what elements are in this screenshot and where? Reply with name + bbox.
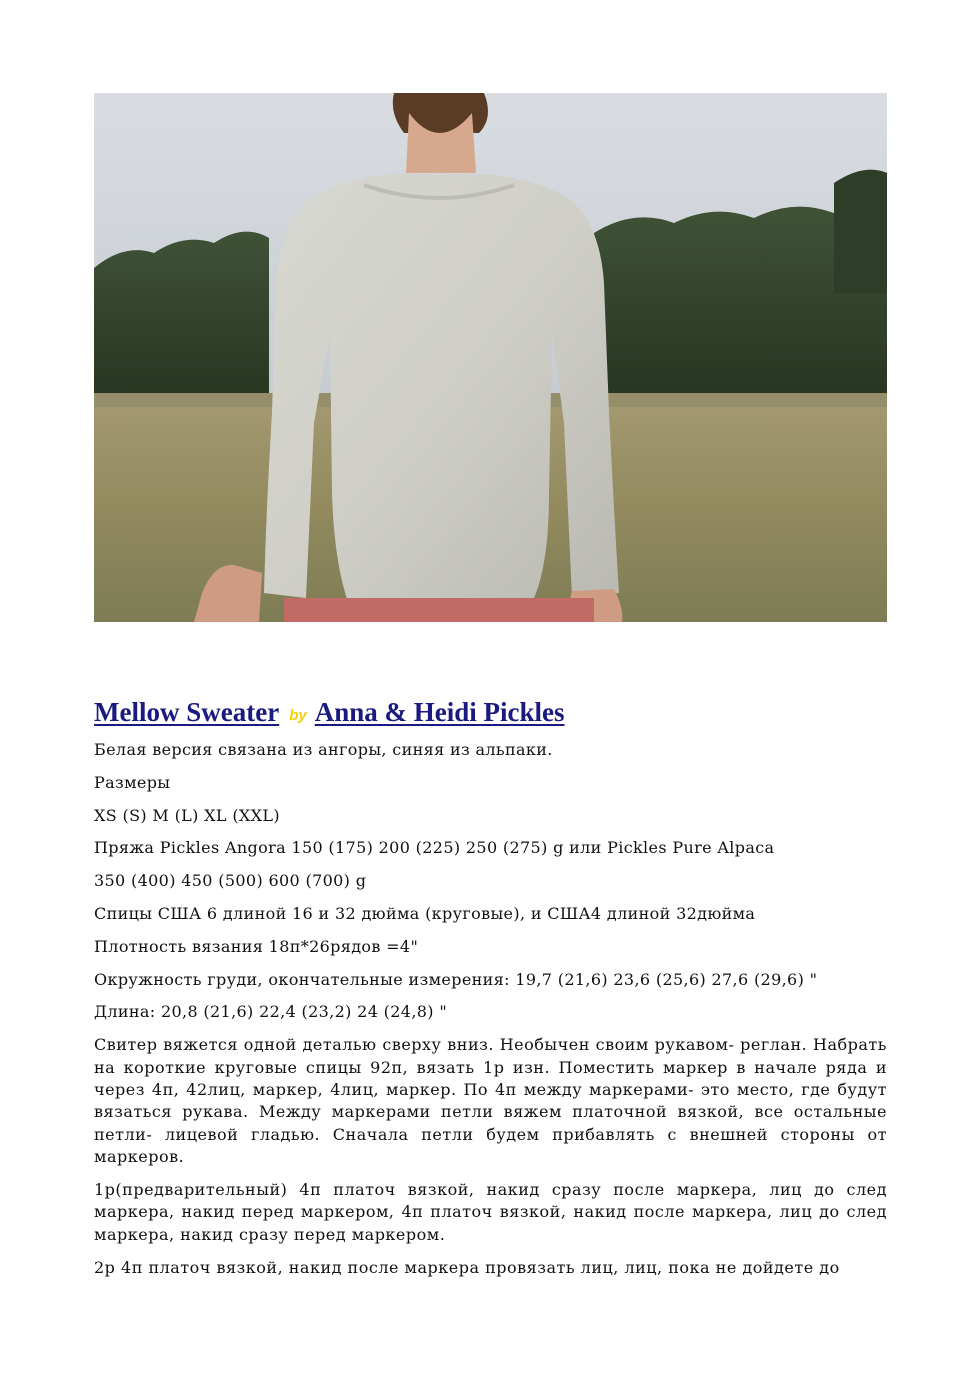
pattern-text <box>94 739 887 1289</box>
by-label: by <box>289 707 307 724</box>
paragraph-construction: Свитер вяжется одной деталью сверху вниз. Необычен своим рукавом- реглан. Набрать на короткие круговые спицы 92п, вязать 1р изн. Поместить маркер в начале ряда и через 4п, 42лиц, маркер, 4лиц, маркер. По 4п между маркерами- это место, где будут вязаться рукава. Между маркерами петли вяжем платочной вязкой, все остальные петли- лицевой гладью. Сначала петли будем прибавлять с внешней стороны от маркеров. <box>94 1035 887 1167</box>
paragraph-sizes: XS (S) M (L) XL (XXL) <box>94 805 280 825</box>
paragraph-needles: Спицы США 6 длиной 16 и 32 дюйма (круговые), и США4 длиной 32дюйма <box>94 903 756 923</box>
paragraph-yarn-amounts: 350 (400) 450 (500) 600 (700) g <box>94 871 367 891</box>
pattern-title <box>94 694 887 735</box>
paragraph-chest: Окружность груди, окончательные измерения: 19,7 (21,6) 23,6 (25,6) 27,6 (29,6) " <box>94 969 818 989</box>
paragraph-gauge: Плотность вязания 18п*26рядов =4" <box>94 936 419 956</box>
sweater-name-link[interactable]: Mellow Sweater <box>94 697 280 727</box>
sweater-photo <box>94 93 887 622</box>
paragraph-yarn-versions: Белая версия связана из ангоры, синяя из альпаки. <box>94 740 553 759</box>
paragraph-row-1: 1р(предварительный) 4п платоч вязкой, накид сразу после маркера, лиц до след маркера, накид перед маркером, 4п платоч вязкой, накид после маркера, лиц до след маркера, накид сразу перед маркером. <box>94 1180 887 1244</box>
paragraph-sizes-heading: Размеры <box>94 772 171 792</box>
paragraph-length: Длина: 20,8 (21,6) 22,4 (23,2) 24 (24,8) " <box>94 1002 448 1022</box>
paragraph-row-2: 2р 4п платоч вязкой, накид после маркера провязать лиц, лиц, пока не дойдете до <box>94 1257 840 1277</box>
paragraph-yarn: Пряжа Pickles Angora 150 (175) 200 (225) 250 (275) g или Pickles Pure Alpaca <box>94 838 775 858</box>
author-link[interactable]: Anna & Heidi Pickles <box>314 697 565 727</box>
